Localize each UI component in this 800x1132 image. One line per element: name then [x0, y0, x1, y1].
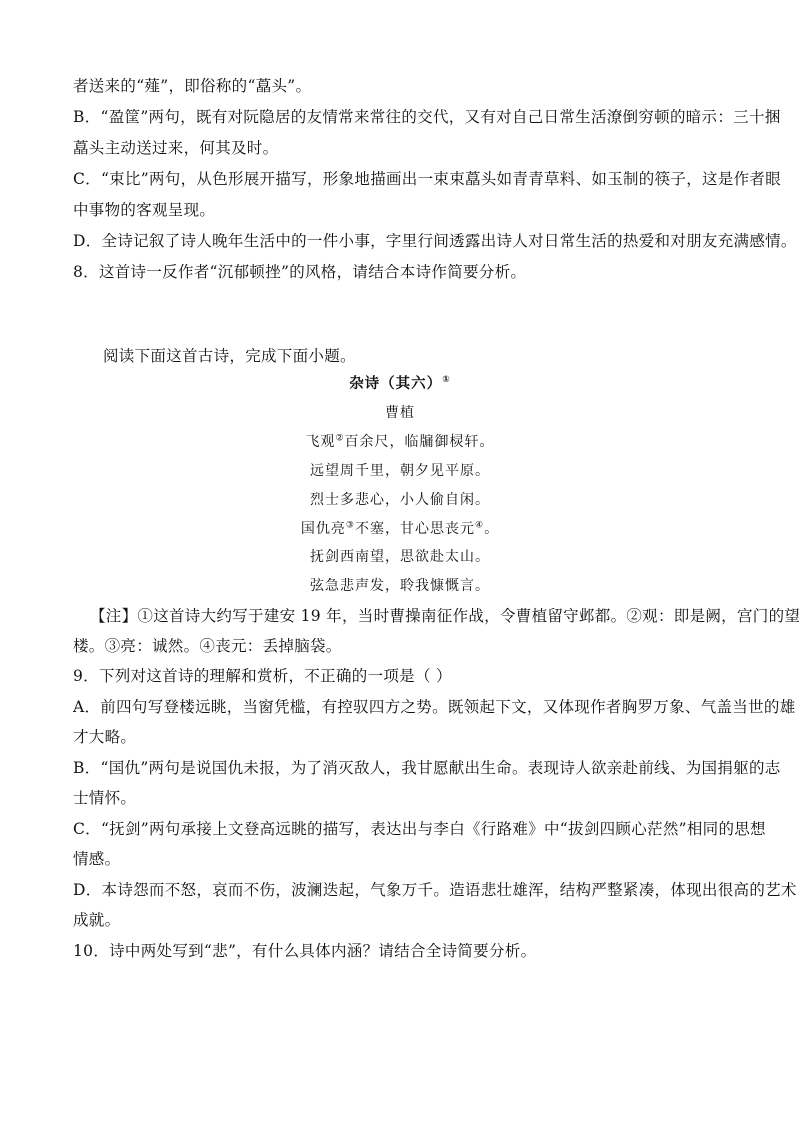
- question-9-stem: 9．下列对这首诗的理解和赏析，不正确的一项是（ ）: [73, 667, 452, 685]
- q7-option-b-line1: B．“盈筐”两句，既有对阮隐居的友情常来常往的交代，又有对自己日常生活潦倒穷顿的暗示：三十捆: [73, 108, 781, 126]
- q9-option-b-line1: B．“国仇”两句是说国仇未报，为了消灭敌人，我甘愿献出生命。表现诗人欲亲赴前线、为国捐躯的志: [73, 759, 781, 777]
- poem-line-6: 弦急悲声发，聆我慷慨言。: [310, 578, 490, 594]
- question-8: 8．这首诗一反作者“沉郁顿挫”的风格，请结合本诗作简要分析。: [73, 263, 527, 281]
- q9-option-c-line1: C．“抚剑”两句承接上文登高远眺的描写，表达出与李白《行路难》中“拔剑四顾心茫然”相同的思想: [73, 820, 766, 838]
- q9-option-a-line2: 才大略。: [73, 728, 137, 746]
- poem-line-4: 国仇亮③不塞，甘心思丧元④。: [300, 520, 500, 537]
- poem-author: 曹植: [385, 405, 415, 421]
- reading-intro: 阅读下面这首古诗，完成下面小题。: [103, 347, 356, 365]
- poem-note-line2: 楼。③亮：诚然。④丧元：丢掉脑袋。: [73, 637, 342, 655]
- poem-note-line1: 【注】①这首诗大约写于建安 19 年，当时曹操南征作战，令曹植留守邺都。②观：即是阙，宫门的望: [90, 607, 800, 625]
- q7-option-c-line2: 中事物的客观呈现。: [73, 201, 216, 219]
- q9-option-d-line1: D．本诗怨而不怒，哀而不伤，波澜迭起，气象万千。造语悲壮雄浑，结构严整紧凑，体现出很高的艺术: [73, 881, 797, 899]
- q7-option-a-tail: 者送来的“薤”，即俗称的“藠头”。: [73, 77, 312, 95]
- poem-line-2: 远望周千里，朝夕见平原。: [310, 463, 490, 479]
- poem-line-1: 飞观②百余尺，临牖御棂轩。: [305, 433, 495, 450]
- poem-line-5: 抚剑西南望，思欲赴太山。: [310, 549, 490, 565]
- q7-option-c-line1: C．“束比”两句，从色形展开描写，形象地描画出一束束藠头如青青草料、如玉制的筷子，这是作者眼: [73, 170, 782, 188]
- question-10: 10．诗中两处写到“悲”，有什么具体内涵？请结合全诗简要分析。: [73, 942, 537, 960]
- q9-option-b-line2: 士情怀。: [73, 789, 137, 807]
- q9-option-d-line2: 成就。: [73, 911, 121, 929]
- poem-line-3: 烈士多悲心，小人偷自闲。: [310, 492, 490, 508]
- poem-title: 杂诗（其六）①: [349, 375, 451, 392]
- q9-option-c-line2: 情感。: [73, 850, 121, 868]
- q9-option-a-line1: A．前四句写登楼远眺，当窗凭槛，有控驭四方之势。既领起下文，又体现作者胸罗万象、气盖当世的雄: [73, 698, 796, 716]
- poem-title-note-marker: ①: [442, 375, 451, 386]
- q7-option-d: D．全诗记叙了诗人晚年生活中的一件小事，字里行间透露出诗人对日常生活的热爱和对朋友充满感情。: [73, 232, 797, 250]
- q7-option-b-line2: 藠头主动送过来，何其及时。: [73, 139, 279, 157]
